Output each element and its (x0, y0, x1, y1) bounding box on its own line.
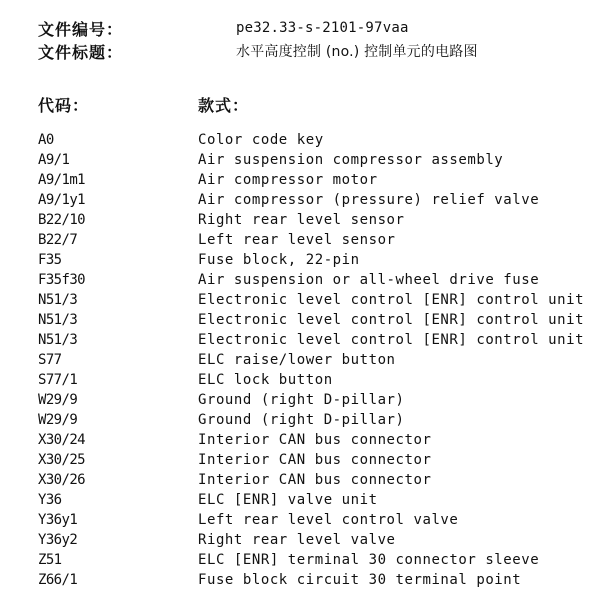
list-item (38, 350, 584, 370)
component-code: Z51 (38, 552, 62, 568)
list-item (38, 130, 584, 150)
component-code: N51/3 (38, 312, 78, 328)
list-item (38, 290, 584, 310)
component-code: W29/9 (38, 412, 78, 428)
list-item (38, 210, 584, 230)
list-item (38, 190, 584, 210)
document-number-label: 文件编号： (38, 19, 124, 39)
component-code: X30/26 (38, 472, 85, 488)
component-code: A0 (38, 132, 54, 148)
list-item (38, 470, 584, 490)
component-description: Right rear level sensor (198, 212, 405, 228)
component-description: ELC raise/lower button (198, 352, 396, 368)
document-title-value: 水平高度控制 (no.) 控制单元的电路图 (236, 44, 478, 60)
component-code: N51/3 (38, 332, 78, 348)
list-item (38, 510, 584, 530)
component-description: Ground (right D-pillar) (198, 412, 405, 428)
component-description: Left rear level sensor (198, 232, 396, 248)
component-code: Z66/1 (38, 572, 78, 588)
component-description: Color code key (198, 132, 324, 148)
list-item (38, 430, 584, 450)
component-code: S77 (38, 352, 62, 368)
component-description: Fuse block, 22-pin (198, 252, 360, 268)
component-description: Air suspension or all-wheel drive fuse (198, 272, 540, 288)
document-number-row (38, 17, 409, 39)
component-code: N51/3 (38, 292, 78, 308)
list-item (38, 550, 584, 570)
document-title-row (38, 40, 478, 62)
list-item (38, 330, 584, 350)
list-item (38, 490, 584, 510)
component-description: Air compressor motor (198, 172, 378, 188)
component-code: S77/1 (38, 372, 78, 388)
component-description: ELC lock button (198, 372, 333, 388)
component-code: A9/1y1 (38, 192, 85, 208)
description-column-header: 款式： (198, 95, 250, 115)
component-code: A9/1 (38, 152, 70, 168)
document-number-value: pe32.33-s-2101-97vaa (236, 20, 409, 36)
code-column-header: 代码： (38, 95, 90, 115)
component-code: Y36y1 (38, 512, 78, 528)
component-description: Interior CAN bus connector (198, 452, 432, 468)
component-description: Interior CAN bus connector (198, 432, 432, 448)
list-item (38, 170, 584, 190)
component-code: A9/1m1 (38, 172, 85, 188)
component-code: Y36y2 (38, 532, 78, 548)
component-description: Electronic level control [ENR] control unit (198, 332, 585, 348)
list-item (38, 390, 584, 410)
list-item (38, 570, 584, 590)
component-code: B22/7 (38, 232, 78, 248)
component-description: Fuse block circuit 30 terminal point (198, 572, 522, 588)
component-description: Interior CAN bus connector (198, 472, 432, 488)
list-item (38, 150, 584, 170)
component-description: Electronic level control [ENR] control unit (198, 292, 585, 308)
component-code: B22/10 (38, 212, 85, 228)
component-description: ELC [ENR] terminal 30 connector sleeve (198, 552, 540, 568)
list-item (38, 250, 584, 270)
list-item (38, 230, 584, 250)
list-item (38, 370, 584, 390)
document-title-label: 文件标题： (38, 42, 124, 62)
list-item (38, 310, 584, 330)
component-code: F35f30 (38, 272, 85, 288)
component-code: Y36 (38, 492, 62, 508)
list-item (38, 270, 584, 290)
component-description: Electronic level control [ENR] control unit (198, 312, 585, 328)
list-item (38, 450, 584, 470)
component-description: Left rear level control valve (198, 512, 459, 528)
component-description: Right rear level valve (198, 532, 396, 548)
component-code: F35 (38, 252, 62, 268)
component-description: Air compressor (pressure) relief valve (198, 192, 540, 208)
component-code: X30/24 (38, 432, 85, 448)
component-description: ELC [ENR] valve unit (198, 492, 378, 508)
component-description: Ground (right D-pillar) (198, 392, 405, 408)
component-description: Air suspension compressor assembly (198, 152, 504, 168)
list-item (38, 410, 584, 430)
list-item (38, 530, 584, 550)
component-code-list (38, 130, 584, 590)
component-code: X30/25 (38, 452, 85, 468)
component-code: W29/9 (38, 392, 78, 408)
